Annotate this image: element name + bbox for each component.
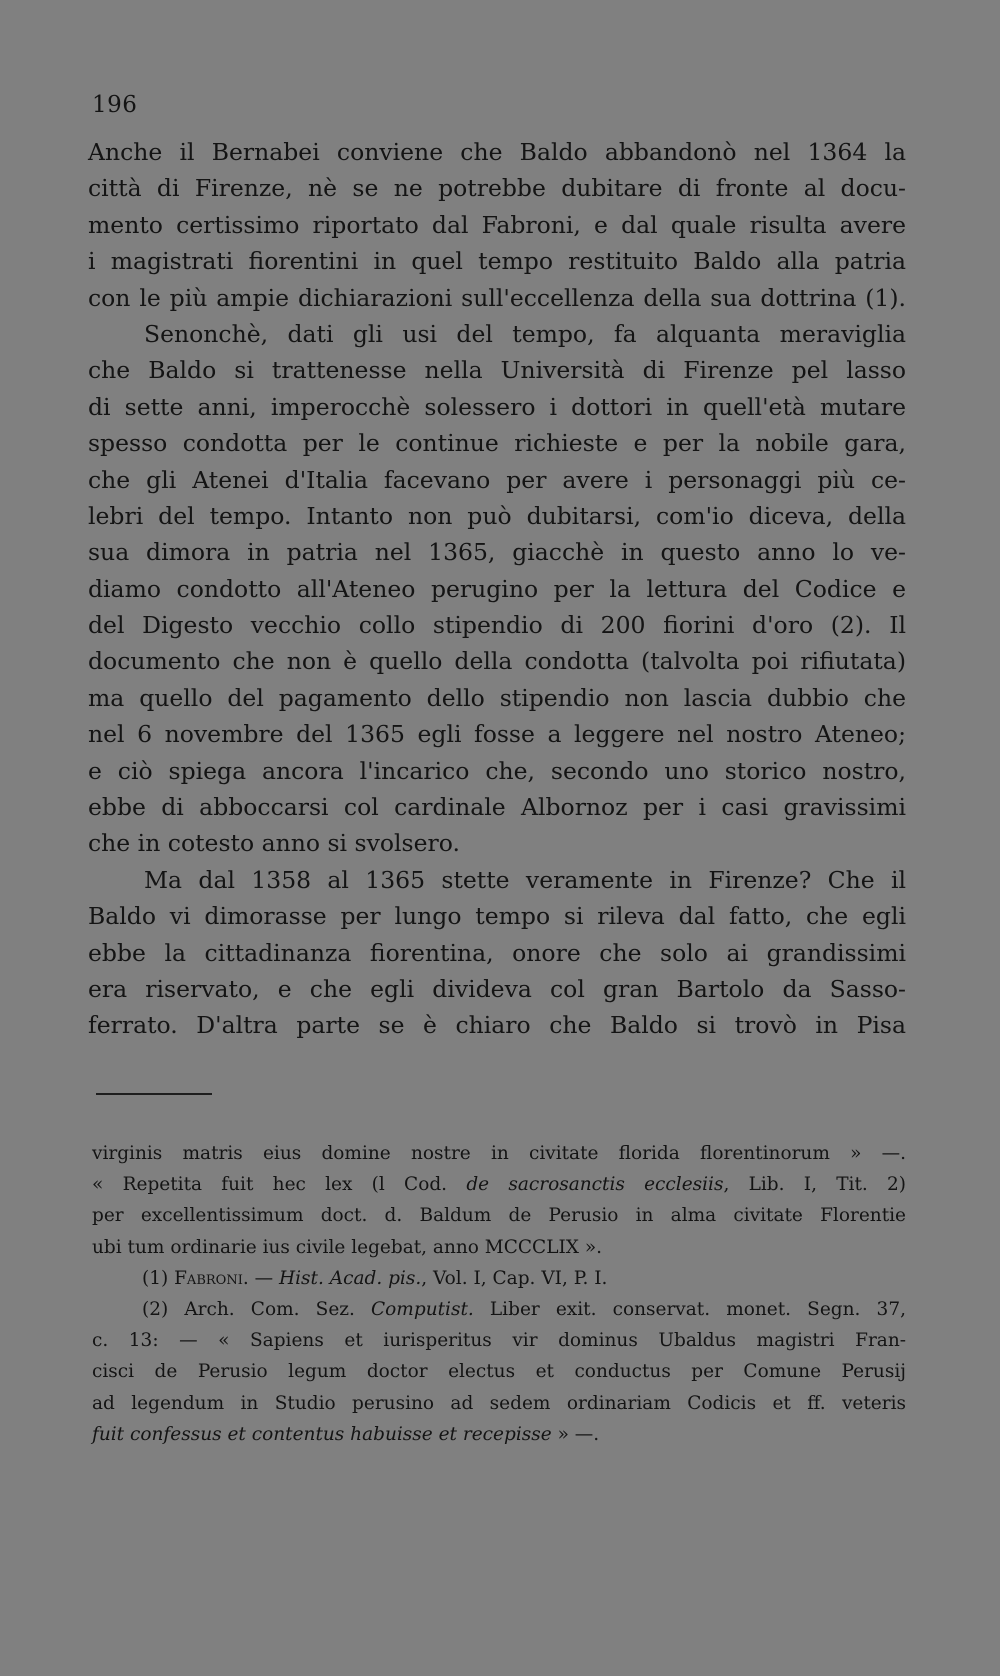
text-line: spesso condotta per le continue richieste e per la nobile gara, <box>88 429 906 458</box>
text-line: che Baldo si trattenesse nella Università di Firenze pel lasso <box>88 356 906 385</box>
text-line: ma quello del pagamento dello stipendio non lascia dubbio che <box>88 683 906 712</box>
footnote-text: Liber exit. conservat. monet. Segn. 37, <box>473 1298 906 1320</box>
footnote-text: » —. <box>551 1423 600 1445</box>
footnote-line: cisci de Perusio legum doctor electus et conductus per Comune Perusij <box>92 1361 906 1383</box>
footnote-italic: fuit confessus et contentus habuisse et recepisse <box>92 1423 552 1445</box>
text-line: diamo condotto all'Ateneo perugino per la lettura del Codice e <box>88 574 906 603</box>
footnote-line: c. 13: — « Sapiens et iurisperitus vir dominus Ubaldus magistri Fran- <box>92 1330 906 1352</box>
footnote-text: — <box>248 1267 279 1289</box>
footnote-text: (2) Arch. Com. Sez. <box>142 1298 372 1320</box>
footnote-2 <box>92 1294 906 1325</box>
text-line: ebbe di abboccarsi col cardinale Albornoz per i casi gravissimi <box>88 793 906 822</box>
footnote-line: virginis matris eius domine nostre in civitate florida florentinorum » —. <box>92 1143 906 1164</box>
text-line: che in cotesto anno si svolsero. <box>88 829 460 858</box>
footnote-text: , Lib. I, Tit. 2) <box>723 1174 907 1196</box>
footnote-text: , Vol. I, Cap. VI, P. I. <box>421 1267 608 1289</box>
footnotes <box>92 1138 906 1450</box>
text-line: sua dimora in patria nel 1365, giacchè in questo anno lo ve- <box>88 538 906 567</box>
text-line: i magistrati fiorentini in quel tempo restituito Baldo alla patria <box>88 247 906 276</box>
footnote-text: « Repetita fuit hec lex (l Cod. <box>92 1174 467 1196</box>
footnote-1 <box>92 1263 906 1294</box>
text-line: era riservato, e che egli divideva col gran Bartolo da Sasso- <box>88 974 906 1003</box>
footnote-author: Fabroni. <box>174 1267 249 1289</box>
text-line: Senonchè, dati gli usi del tempo, fa alquanta meraviglia <box>144 319 906 348</box>
text-line: che gli Atenei d'Italia facevano per avere i personaggi più ce- <box>88 465 906 494</box>
main-text <box>88 134 906 1044</box>
footnote-separator <box>96 1093 212 1095</box>
text-line: Anche il Bernabei conviene che Baldo abbandonò nel 1364 la <box>88 138 906 166</box>
text-line: mento certissimo riportato dal Fabroni, e dal quale risulta avere <box>88 210 906 239</box>
text-line: nel 6 novembre del 1365 egli fosse a leggere nel nostro Ateneo; <box>88 720 906 749</box>
text-line: del Digesto vecchio collo stipendio di 200 fiorini d'oro (2). Il <box>88 611 906 640</box>
text-line: Baldo vi dimorasse per lungo tempo si rileva dal fatto, che egli <box>88 902 906 931</box>
footnote-italic: Hist. Acad. pis. <box>278 1267 422 1289</box>
footnote-mark: (1) <box>142 1267 175 1289</box>
text-line: di sette anni, imperocchè solessero i dottori in quell'età mutare <box>88 392 906 421</box>
footnote-line: ad legendum in Studio perusino ad sedem ordinariam Codicis et ff. veteris <box>92 1392 906 1414</box>
text-line: e ciò spiega ancora l'incarico che, secondo uno storico nostro, <box>88 756 906 785</box>
footnote-italic: de sacrosanctis ecclesiis <box>466 1174 724 1196</box>
text-line: città di Firenze, nè se ne potrebbe dubitare di fronte al docu- <box>88 174 906 203</box>
text-line: con le più ampie dichiarazioni sull'eccellenza della sua dottrina (1). <box>88 283 906 312</box>
text-line: Ma dal 1358 al 1365 stette veramente in Firenze? Che il <box>144 865 906 894</box>
footnote-line <box>92 1169 906 1200</box>
footnote-line <box>92 1419 906 1450</box>
footnote-line: ubi tum ordinarie ius civile legebat, anno MCCCLIX ». <box>92 1236 603 1258</box>
footnote-line: per excellentissimum doct. d. Baldum de Perusio in alma civitate Florentie <box>92 1205 906 1227</box>
text-line: documento che non è quello della condotta (talvolta poi rifiutata) <box>88 647 906 676</box>
text-line: ferrato. D'altra parte se è chiaro che Baldo si trovò in Pisa <box>88 1011 906 1040</box>
text-line: ebbe la cittadinanza fiorentina, onore che solo ai grandissimi <box>88 938 906 967</box>
text-line: lebri del tempo. Intanto non può dubitarsi, com'io diceva, della <box>88 501 906 530</box>
footnote-italic: Computist. <box>371 1298 474 1320</box>
page-number: 196 <box>92 92 138 118</box>
